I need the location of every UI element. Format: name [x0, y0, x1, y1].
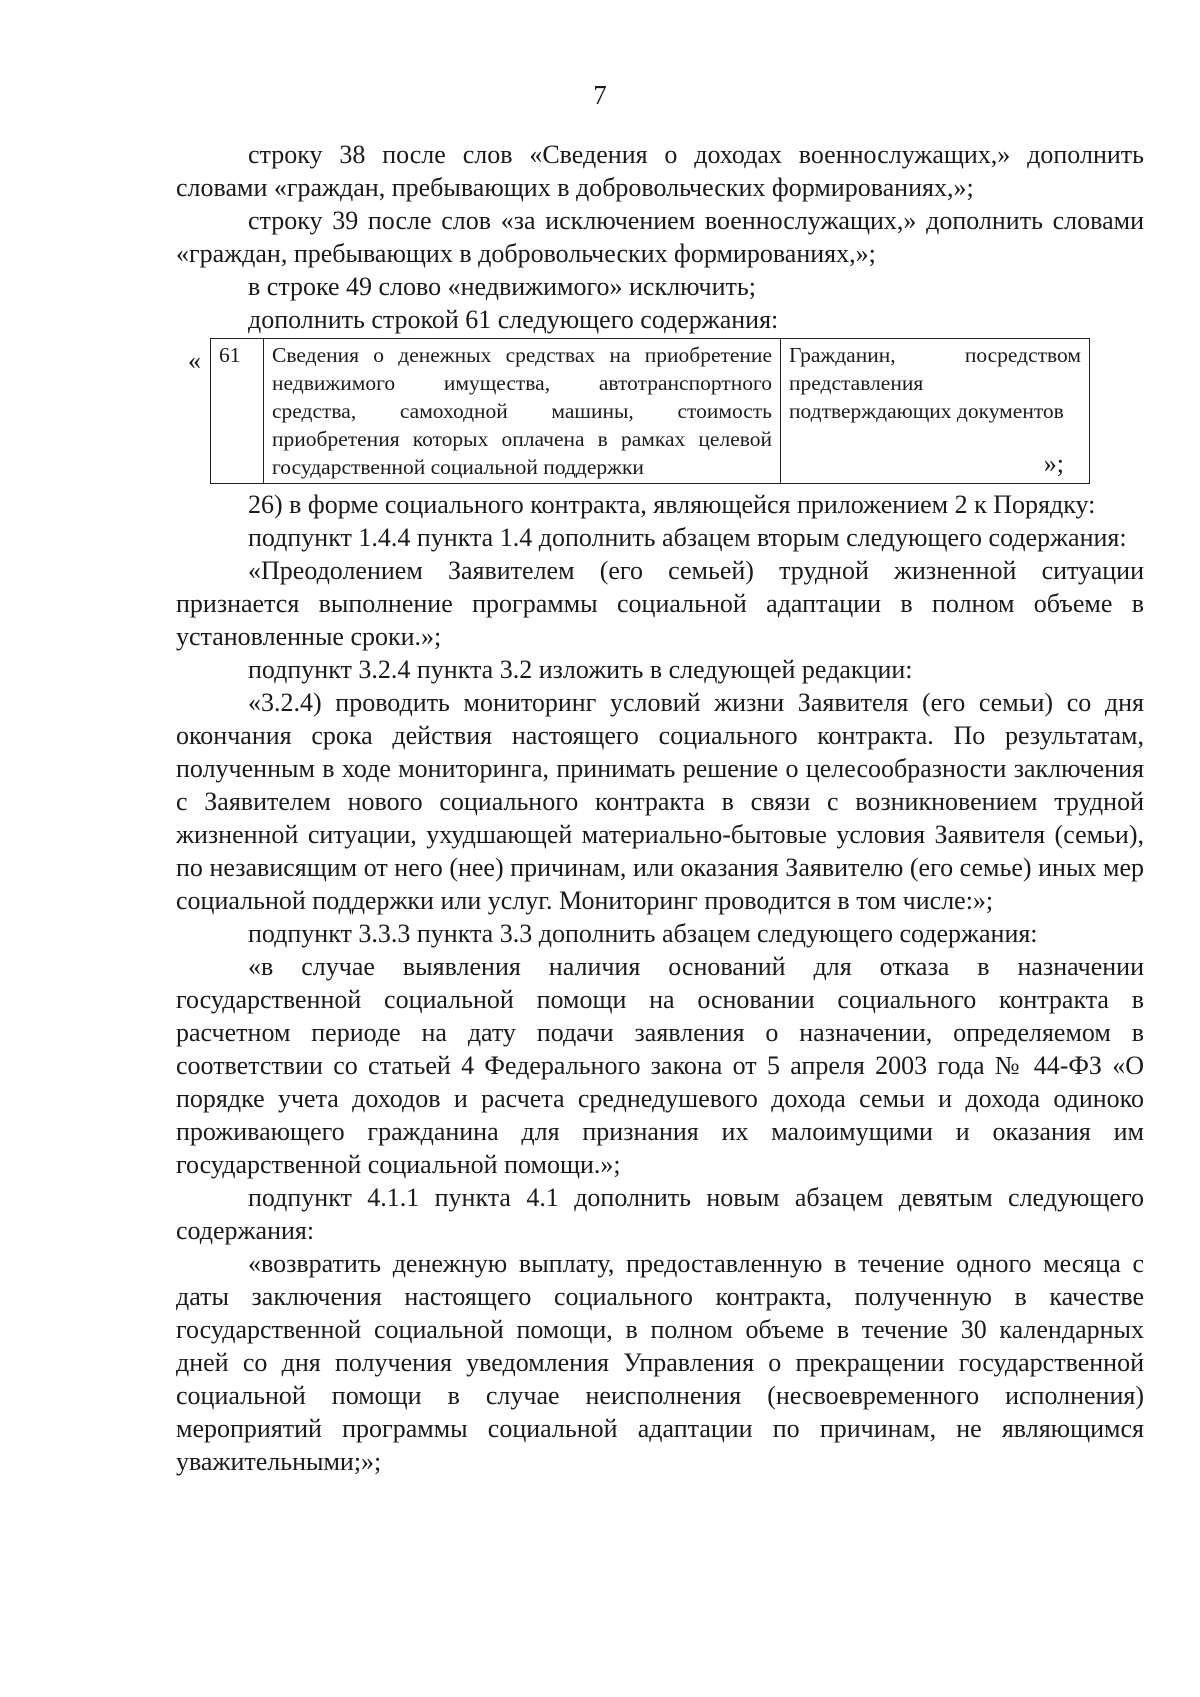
paragraph: в строке 49 слово «недвижимого» исключить;	[248, 272, 756, 301]
paragraph: «Преодолением Заявителем (его семьей) трудной жизненной ситуации признается выполнение программы социальной адаптации в полном объеме в установленные сроки.»;	[176, 556, 1144, 651]
paragraph: «3.2.4) проводить мониторинг условий жизни Заявителя (его семьи) со дня окончания срока действия настоящего социального контракта. По результатам, полученным в ходе мониторинга, принимать решение о целесообразности заключения с Заявителем нового социального контракта в связи с возникновением трудной жизненной ситуации, ухудшающей материально-бытовые условия Заявителя (семьи), по независящим от него (нее) причинам, или оказания Заявителю (его семье) иных мер социальной поддержки или услуг. Мониторинг проводится в том числе:»;	[176, 688, 1144, 915]
paragraph: «в случае выявления наличия оснований для отказа в назначении государственной социальной помощи на основании социального контракта в расчетном периоде на дату подачи заявления о назначении, определяемом в соответствии со статьей 4 Федерального закона от 5 апреля 2003 года № 44-ФЗ «О порядке учета доходов и расчета среднедушевого дохода семьи и дохода одиноко проживающего гражданина для признания их малоимущими и оказания им государственной социальной помощи.»;	[176, 952, 1144, 1179]
inserted-row-block	[176, 338, 1144, 484]
paragraph: подпункт 1.4.4 пункта 1.4 дополнить абзацем вторым следующего содержания:	[248, 523, 1127, 552]
row-description-cell: Сведения о денежных средствах на приобретение недвижимого имущества, автотранспортного средства, самоходной машины, стоимость приобретения которых оплачена в рамках целевой государственной социальной поддержки	[264, 339, 781, 484]
paragraph: подпункт 3.2.4 пункта 3.2 изложить в следующей редакции:	[248, 655, 913, 684]
paragraph: «возвратить денежную выплату, предоставленную в течение одного месяца с даты заключения настоящего социального контракта, полученную в качестве государственной социальной помощи, в полном объеме в течение 30 календарных дней со дня получения уведомления Управления о прекращении государственной социальной помощи в случае неисполнения (несвоевременного исполнения) мероприятий программы социальной адаптации по причинам, не являющимся уважительными;»;	[176, 1249, 1144, 1476]
inserted-row-table	[210, 338, 1090, 484]
paragraph: дополнить строкой 61 следующего содержания:	[248, 305, 779, 334]
paragraph: подпункт 3.3.3 пункта 3.3 дополнить абзацем следующего содержания:	[248, 919, 1038, 948]
paragraph: 26) в форме социального контракта, являющейся приложением 2 к Порядку:	[248, 490, 1096, 519]
paragraph: строку 39 после слов «за исключением военнослужащих,» дополнить словами «граждан, пребывающих в добровольческих формированиях,»;	[176, 206, 1144, 268]
page-number: 7	[593, 80, 607, 110]
paragraph: подпункт 4.1.1 пункта 4.1 дополнить новым абзацем девятым следующего содержания:	[176, 1183, 1144, 1245]
row-number-cell: 61	[211, 339, 264, 484]
document-body	[176, 138, 1144, 1478]
row-method-cell: Гражданин, посредством представления подтверждающих документов	[781, 339, 1090, 484]
paragraph: строку 38 после слов «Сведения о доходах военнослужащих,» дополнить словами «граждан, пребывающих в добровольческих формированиях,»;	[176, 140, 1144, 202]
table-row	[211, 339, 1090, 484]
table-close-quote: »;	[1043, 449, 1064, 478]
table-open-quote: «	[188, 346, 201, 375]
